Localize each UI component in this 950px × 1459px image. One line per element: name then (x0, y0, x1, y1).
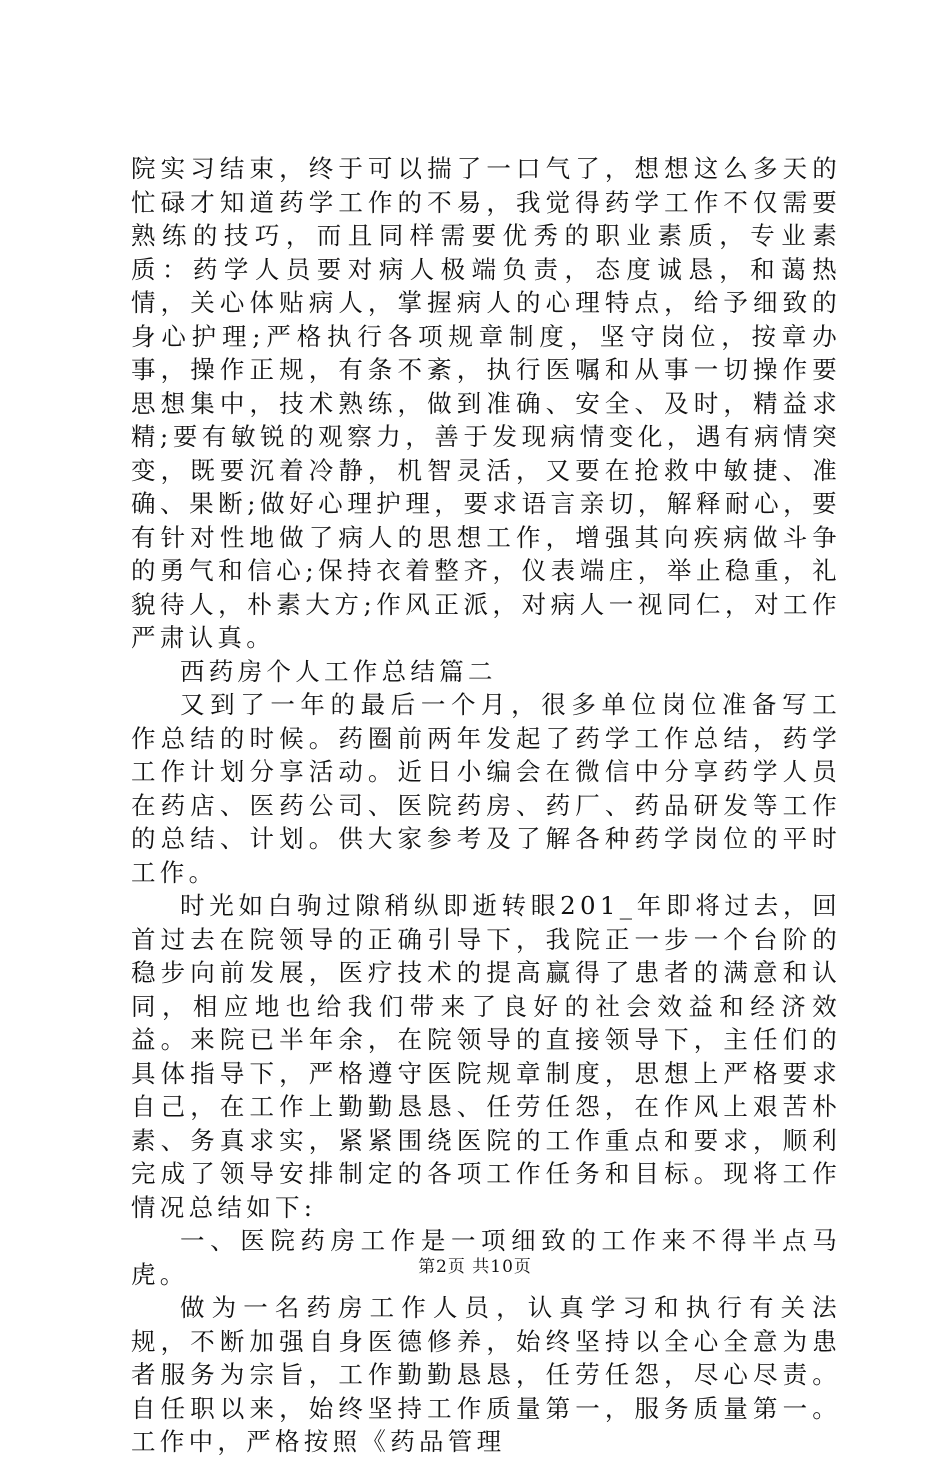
paragraph: 时光如白驹过隙稍纵即逝转眼201_年即将过去，回首过去在院领导的正确引导下，我院正一步一个台阶的稳步向前发展，医疗技术的提高赢得了患者的满意和认同，相应地也给我们带来了良好的社会效益和经济效益。来院已半年余，在院领导的直接领导下，主任们的具体指导下，严格遵守医院规章制度，思想上严格要求自己，在工作上勤勤恳恳、任劳任怨，在作风上艰苦朴素、务真求实，紧紧围绕医院的工作重点和要求，顺利完成了领导安排制定的各项工作任务和目标。现将工作情况总结如下: (131, 891, 841, 1222)
subheading: 一、医院药房工作是一项细致的工作来不得半点马虎。 (131, 1226, 841, 1289)
paragraph: 做为一名药房工作人员，认真学习和执行有关法规，不断加强自身医德修养，始终坚持以全心全意为患者服务为宗旨，工作勤勤恳恳，任劳任怨，尽心尽责。自任职以来，始终坚持工作质量第一，服务质量第一。工作中，严格按照《药品管理 (131, 1293, 841, 1456)
paragraph: 院实习结束，终于可以揣了一口气了，想想这么多天的忙碌才知道药学工作的不易，我觉得药学工作不仅需要熟练的技巧，而且同样需要优秀的职业素质，专业素质：药学人员要对病人极端负责，态度诚恳，和蔼热情，关心体贴病人，掌握病人的心理特点，给予细致的身心护理;严格执行各项规章制度，坚守岗位，按章办事，操作正规，有条不紊，执行医嘱和从事一切操作要思想集中，技术熟练，做到准确、安全、及时，精益求精;要有敏锐的观察力，善于发现病情变化，遇有病情突变，既要沉着冷静，机智灵活，又要在抢救中敏捷、准确、果断;做好心理护理，要求语言亲切，解释耐心，要有针对性地做了病人的思想工作，增强其向疾病做斗争的勇气和信心;保持衣着整齐，仪表端庄，举止稳重，礼貌待人，朴素大方;作风正派，对病人一视同仁，对工作严肃认真。 (131, 154, 841, 652)
section-heading: 西药房个人工作总结篇二 (180, 656, 497, 686)
paragraph: 又到了一年的最后一个月，很多单位岗位准备写工作总结的时候。药圈前两年发起了药学工作总结，药学工作计划分享活动。近日小编会在微信中分享药学人员在药店、医药公司、医院药房、药厂、药品研发等工作的总结、计划。供大家参考及了解各种药学岗位的平时工作。 (131, 690, 841, 887)
page-footer (0, 1252, 950, 1277)
page-number-label: 第2页 共10页 (418, 1257, 532, 1277)
